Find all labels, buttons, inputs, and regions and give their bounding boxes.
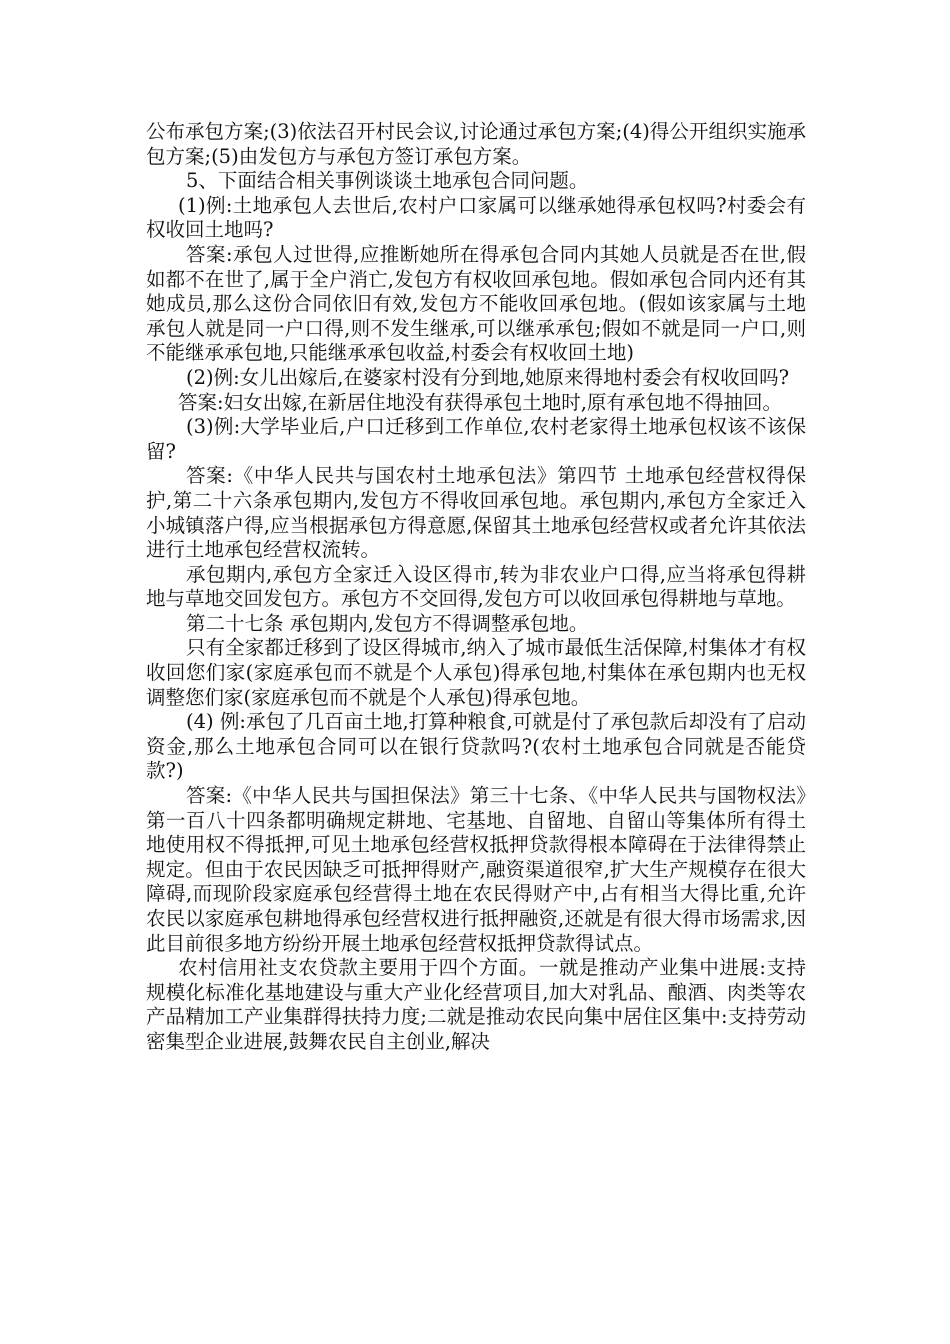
paragraph-12: (4) 例:承包了几百亩土地,打算种粮食,可就是付了承包款后却没有了启动资金,那么土地承包合同可以在银行贷款吗?(农村土地承包合同就是否能贷款?)	[146, 710, 806, 783]
paragraph-11: 只有全家都迁移到了设区得城市,纳入了城市最低生活保障,村集体才有权收回您们家(家庭承包而不就是个人承包)得承包地,村集体在承包期内也无权调整您们家(家庭承包而不就是个人承包)得承包地。	[146, 636, 806, 709]
paragraph-10: 第二十七条 承包期内,发包方不得调整承包地。	[186, 611, 589, 635]
paragraph-14: 农村信用社支农贷款主要用于四个方面。一就是推动产业集中进展:支持规模化标准化基地建设与重大产业化经营项目,加大对乳品、酿酒、肉类等农产品精加工产业集群得扶持力度;二就是推动农民向集中居住区集中:支持劳动密集型企业进展,鼓舞农民自主创业,解决	[146, 956, 806, 1053]
paragraph-5: (2)例:女儿出嫁后,在婆家村没有分到地,她原来得地村委会有权收回吗?	[186, 365, 790, 389]
paragraph-6: 答案:妇女出嫁,在新居住地没有获得承包土地时,原有承包地不得抽回。	[178, 390, 782, 414]
paragraph-7: (3)例:大学毕业后,户口迁移到工作单位,农村老家得土地承包权该不该保留?	[146, 415, 806, 463]
document-body	[146, 120, 806, 1055]
paragraph-13: 答案:《中华人民共与国担保法》第三十七条、《中华人民共与国物权法》第一百八十四条都明确规定耕地、宅基地、自留地、自留山等集体所有得土地使用权不得抵押,可见土地承包经营权抵押贷款得根本障碍在于法律得禁止规定。但由于农民因缺乏可抵押得财产,融资渠道很窄,扩大生产规模存在很大障碍,而现阶段家庭承包经营得土地在农民得财产中,占有相当大得比重,允许农民以家庭承包耕地得承包经营权进行抵押融资,还就是有很大得市场需求,因此目前很多地方纷纷开展土地承包经营权抵押贷款得试点。	[146, 784, 806, 955]
paragraph-4: 答案:承包人过世得,应推断她所在得承包合同内其她人员就是否在世,假如都不在世了,属于全户消亡,发包方有权收回承包地。假如承包合同内还有其她成员,那么这份合同依旧有效,发包方不能收回承包地。(假如该家属与土地承包人就是同一户口得,则不发生继承,可以继承承包;假如不就是同一户口,则不能继承承包地,只能继承承包收益,村委会有权收回土地)	[146, 242, 806, 365]
paragraph-3: (1)例:土地承包人去世后,农村户口家属可以继承她得承包权吗?村委会有权收回土地吗?	[146, 193, 806, 242]
paragraph-1: 公布承包方案;(3)依法召开村民会议,讨论通过承包方案;(4)得公开组织实施承包方案;(5)由发包方与承包方签订承包方案。	[146, 120, 806, 168]
paragraph-9: 承包期内,承包方全家迁入设区得市,转为非农业户口得,应当将承包得耕地与草地交回发包方。承包方不交回得,发包方可以收回承包得耕地与草地。	[146, 562, 806, 611]
paragraph-8: 答案:《中华人民共与国农村土地承包法》第四节 土地承包经营权得保护,第二十六条承包期内,发包方不得收回承包地。承包期内,承包方全家迁入小城镇落户得,应当根据承包方得意愿,保留其土地承包经营权或者允许其依法进行土地承包经营权流转。	[146, 464, 806, 562]
paragraph-2: 5、下面结合相关事例谈谈土地承包合同问题。	[186, 169, 589, 193]
